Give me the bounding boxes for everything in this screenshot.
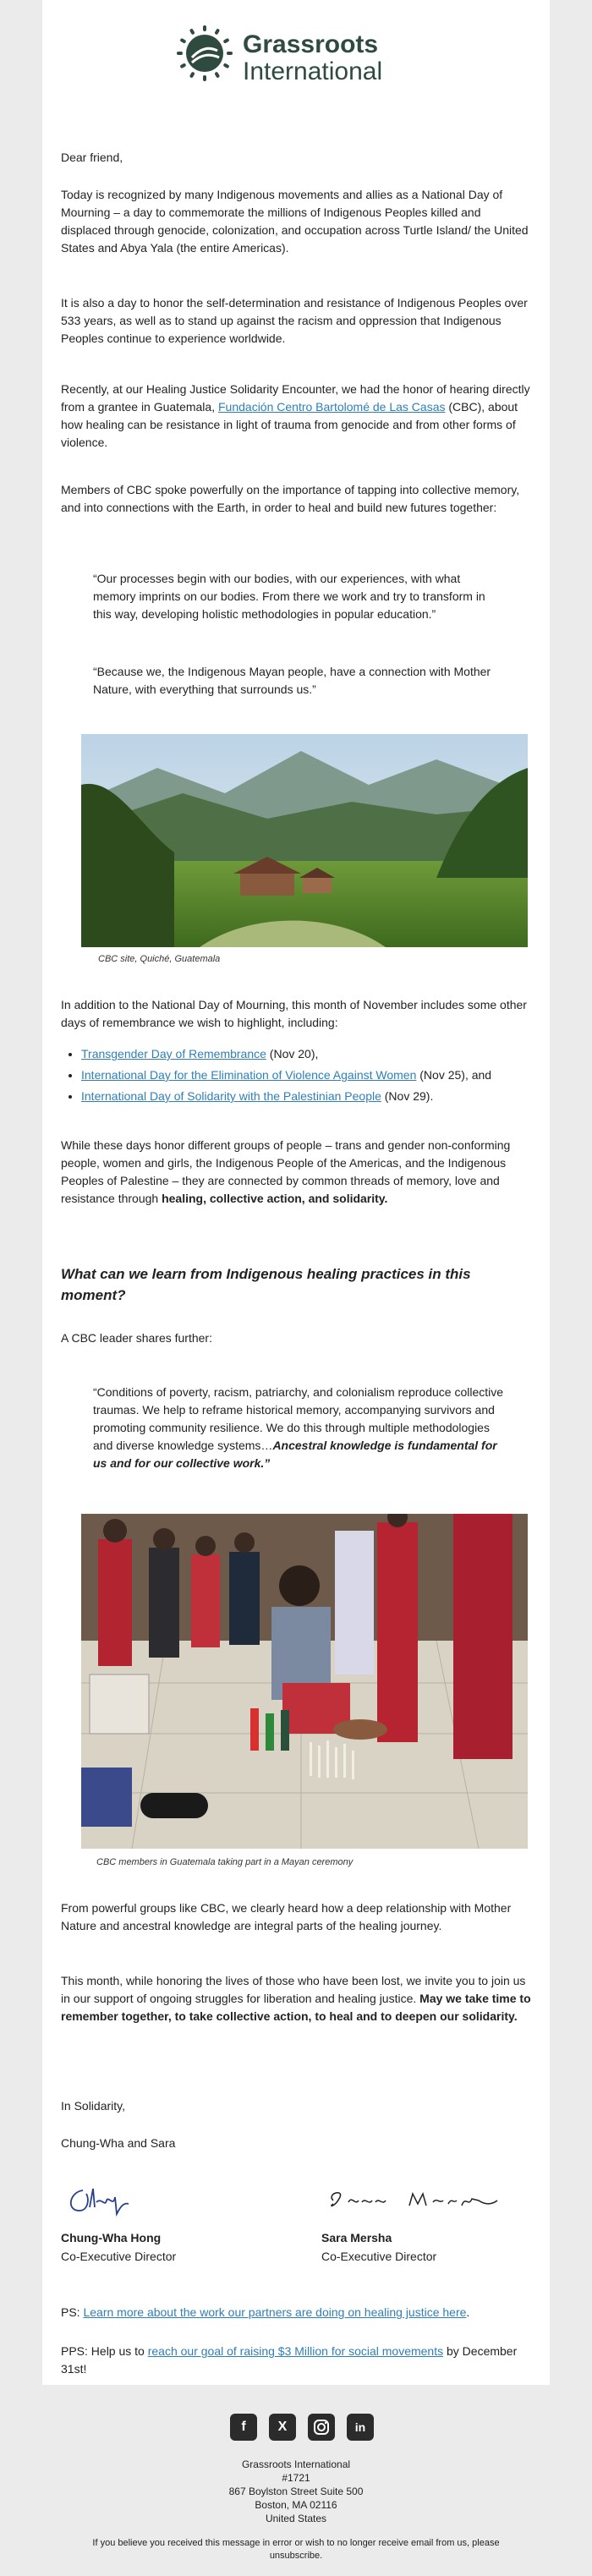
members-paragraph: Members of CBC spoke powerfully on the importance of tapping into collective memory, and into connections with the Earth, in order to heal and build new futures together:: [61, 483, 520, 514]
encounter-paragraph: Recently, at our Healing Justice Solidarity Encounter, we had the honor of hearing directly from a grantee in Guatemala, Fundación Centro Bartolomé de Las Casas (CBC), about how healing can be resistance in light of trauma from genocide and from other forms of violence.: [61, 382, 530, 449]
brand-name-line2: International: [243, 58, 383, 85]
linkedin-icon[interactable]: in: [347, 2414, 374, 2441]
photo-caption-ceremony: CBC members in Guatemala taking part in a Mayan ceremony: [96, 1857, 354, 1867]
salutation: Dear friend,: [61, 151, 123, 164]
remembrance-days-list: [81, 1045, 531, 1109]
signature-sara-image: [325, 2185, 502, 2216]
list-item: • Transgender Day of Remembrance (Nov 20),: [81, 1045, 531, 1063]
section-heading: What can we learn from Indigenous healing practices in this moment?: [61, 1266, 471, 1303]
instagram-icon[interactable]: [308, 2414, 335, 2441]
closing: In Solidarity,: [61, 2099, 125, 2113]
palestinian-solidarity-day-link[interactable]: International Day of Solidarity with the Palestinian People: [81, 1089, 381, 1103]
instagram-glyph: [313, 2419, 330, 2436]
list-item: • International Day for the Elimination of Violence Against Women (Nov 25), and: [81, 1066, 531, 1084]
cbc-site-photo: [81, 734, 528, 947]
quote-mother-nature: “Because we, the Indigenous Mayan people, have a connection with Mother Nature, with everything that surrounds us.”: [93, 665, 491, 696]
signature-chung-wha-image: [64, 2182, 149, 2221]
brand-name-line1: Grassroots: [243, 30, 379, 58]
quote-processes: “Our processes begin with our bodies, with our experiences, with what memory imprints on our bodies. From there we work and try to transform in this way, developing holistic methodologies in popular education.”: [93, 572, 485, 621]
list-item: • International Day of Solidarity with the Palestinian People (Nov 29).: [81, 1088, 531, 1105]
footer-org: Grassroots International: [241, 2458, 351, 2470]
transgender-day-link[interactable]: Transgender Day of Remembrance: [81, 1047, 266, 1061]
mayan-ceremony-photo: [81, 1514, 528, 1849]
footer-suite: #1721: [282, 2472, 310, 2484]
brand-logo[interactable]: [175, 20, 429, 86]
intro-paragraph: Today is recognized by many Indigenous movements and allies as a National Day of Mourning – a day to commemorate the millions of Indigenous Peoples killed and displaced through genocide, colonization, and occupation across Turtle Island/ the United States and Abya Yala (the entire Americas).: [61, 188, 529, 255]
pps-paragraph: PPS: Help us to reach our goal of raising $3 Million for social movements by December 31st!: [61, 2344, 518, 2376]
honor-paragraph: It is also a day to honor the self-determination and resistance of Indigenous Peoples over 533 years, as well as to stand up against the racism and oppression that Indigenous Peoples continue to experience worldwide.: [61, 296, 528, 345]
healing-justice-link[interactable]: Learn more about the work our partners are doing on healing justice here: [83, 2305, 467, 2319]
x-icon[interactable]: X: [269, 2414, 296, 2441]
ps-paragraph: PS: Learn more about the work our partners are doing on healing justice here.: [61, 2305, 470, 2319]
connections-paragraph: While these days honor different groups of people – trans and gender non-conforming people, women and girls, the Indigenous People of the Americas, and the Indigenous Peoples of Palestine – they are connected by common threads of memory, love and resistance through healing, collective action, and solidarity.: [61, 1138, 511, 1205]
signers: Chung-Wha and Sara: [61, 2136, 176, 2150]
signer-1-name: Chung-Wha Hong: [61, 2231, 162, 2244]
cbc-leader-paragraph: A CBC leader shares further:: [61, 1331, 212, 1345]
footer-country: United States: [265, 2513, 327, 2524]
cbc-link[interactable]: Fundación Centro Bartolomé de Las Casas: [218, 400, 446, 414]
violence-against-women-day-link[interactable]: International Day for the Elimination of Violence Against Women: [81, 1068, 417, 1082]
signer-2-name: Sara Mersha: [321, 2231, 392, 2244]
quote-collective-traumas: “Conditions of poverty, racism, patriarchy, and colonialism reproduce collective traumas. We help to reframe historical memory, accompanying survivors and promoting community resilience. We do this through multiple methodologies and diverse knowledge systems…Ancestral knowledge is fundamental for us and for our collective work.”: [93, 1385, 504, 1470]
unsubscribe-notice[interactable]: If you believe you received this message in error or wish to no longer receive email from us, please unsubscribe.: [92, 2538, 500, 2561]
relationship-paragraph: From powerful groups like CBC, we clearly heard how a deep relationship with Mother Nature and ancestral knowledge are integral parts of the healing journey.: [61, 1901, 512, 1932]
november-paragraph: In addition to the National Day of Mourning, this month of November includes some other days of remembrance we wish to highlight, including:: [61, 998, 527, 1029]
footer-city: Boston, MA 02116: [255, 2499, 337, 2511]
invitation-paragraph: This month, while honoring the lives of those who have been lost, we invite you to join us in our support of ongoing struggles for liberation and healing justice. May we take time to remember together, to take collective action, to heal and to deepen our solidarity.: [61, 1974, 531, 2023]
fundraising-goal-link[interactable]: reach our goal of raising $3 Million for social movements: [147, 2344, 444, 2358]
photo-caption-site: CBC site, Quiché, Guatemala: [98, 954, 221, 964]
signer-2-title: Co-Executive Director: [321, 2250, 437, 2263]
footer-street: 867 Boylston Street Suite 500: [228, 2486, 364, 2497]
facebook-icon[interactable]: f: [230, 2414, 257, 2441]
leaf-circle-icon: [175, 24, 234, 83]
signer-1-title: Co-Executive Director: [61, 2250, 177, 2263]
